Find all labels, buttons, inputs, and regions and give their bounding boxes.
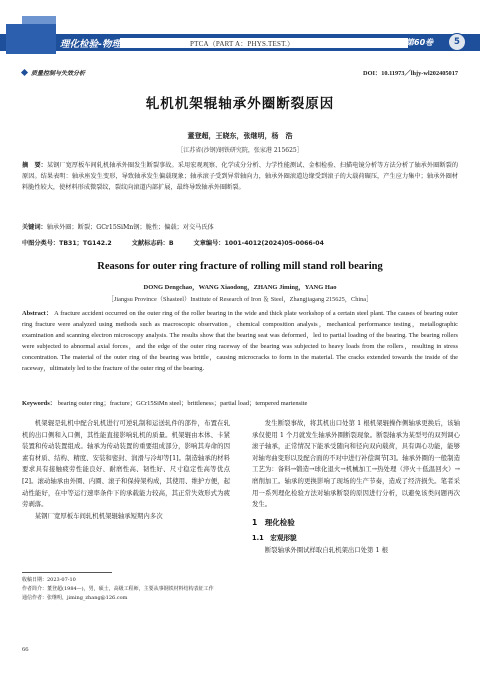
title-cn: 轧机机架辊轴承外圈断裂原因 bbox=[145, 96, 335, 112]
abstract-cn-label: 摘 要： bbox=[22, 162, 47, 169]
diamond-icon bbox=[21, 69, 28, 76]
keywords-cn bbox=[22, 223, 458, 233]
authors-en: DONG Dengchao，WANG Xiaodong，ZHANG Jiming，YANG Hao bbox=[143, 284, 337, 291]
journal-edition: PTCA（PART A：PHYS.TEST.） bbox=[190, 39, 295, 48]
body-paragraph: 断裂轴承外圈试样取自轧机架出口处第 1 根 bbox=[264, 545, 388, 554]
clc-number: 中图分类号：TB31；TG142.2 bbox=[22, 240, 112, 247]
authors-cn: 董登超，王晓东，张继明，杨 浩 bbox=[187, 132, 293, 140]
document-code: 文献标志码：B bbox=[131, 240, 174, 247]
footnotes bbox=[22, 576, 230, 603]
keywords-en-text: bearing outer ring；fracture；GCr15SiMn steel；brittleness；partial load；tempered martensite bbox=[57, 400, 308, 407]
section-tag-text: 质量控制与失效分析 bbox=[31, 70, 86, 77]
footnote-author: 作者简介：董登超(1984—)，男，硕士，高级工程师，主要从事钢铁材料结构表征工作 bbox=[22, 586, 214, 592]
body-column-right bbox=[252, 418, 460, 556]
body-paragraph: 某钢厂宽厚板车间轧机机架辊轴承短期内多次 bbox=[34, 511, 163, 520]
abstract-cn-text: 某钢厂宽厚板车间轧机轴承外圈发生断裂事故。采用宏观观察、化学成分分析、力学性能测试、金相检验、扫描电镜分析等方法分析了轴承外圈断裂的原因。结果表明：轴承座发生变形，导致轴承发生偏载现象；轴承滚子受到异常轴向力，轴承外圈滚道边缘受到滚子的大载荷碾压，产生应力集中；轴承外圈材料脆性较大，使材料形成微裂纹，裂纹向滚道内部扩展，最终导致轴承外圈断裂。 bbox=[22, 162, 459, 192]
issue-number-badge: 5 bbox=[448, 33, 466, 51]
section-heading: 1 理化检验 bbox=[252, 517, 295, 527]
affiliation-en: ［Jiangsu Province（Shasteel）Institute of Research of Iron ＆ Steel，Zhangjiagang 215625，China］ bbox=[107, 296, 373, 303]
classification-line bbox=[22, 238, 458, 247]
title-en: Reasons for outer ring fracture of rolling mill stand roll bearing bbox=[97, 261, 383, 272]
abstract-en-label: Abstract： bbox=[22, 310, 53, 317]
abstract-cn bbox=[22, 160, 458, 194]
section-tag bbox=[22, 68, 85, 77]
footnote-divider bbox=[22, 572, 112, 573]
abstract-en-text: A fracture accident occurred on the outer ring of the roller bearing in the wide and thick plate workshop of a certain steel plant. The causes of bearing outer ring fracture were analyzed using methods such as macroscopic observation，chemical composition analysis，mechanical performance testing，metallographic examination and scanning electron microscopy analysis. The results show that the bearing seat was deformed，led to partial loading of the bearing. The bearing rollers were subjected to abnormal axial forces，and the edge of the outer ring raceway of the bearing was subjected to heavy loads from the rollers，resulting in stress concentration. The material of the outer ring of the bearing was brittle，causing microcracks to form in the material. The cracks extended towards the inside of the raceway，ultimately led to the fracture of the outer ring of the bearing. bbox=[22, 310, 458, 373]
body-column-left bbox=[22, 418, 230, 564]
keywords-en bbox=[22, 398, 458, 407]
footnote-received: 收稿日期：2023-07-10 bbox=[22, 577, 76, 583]
keywords-en-label: Keywords： bbox=[22, 400, 57, 407]
issue-label: 2024年 第60卷 bbox=[373, 38, 434, 47]
keywords-cn-label: 关键词： bbox=[22, 224, 47, 231]
doi[interactable]: DOI：10.11973／lhjy-wl202405017 bbox=[363, 70, 458, 77]
keywords-cn-text: 轴承外圈；断裂；GCr15SiMn钢；脆性；偏载；对交马氏体 bbox=[46, 224, 214, 231]
journal-logo bbox=[6, 24, 56, 54]
subsection-heading: 1.1 宏观形貌 bbox=[252, 533, 297, 542]
affiliation-cn: ［江苏省(沙钢)钢铁研究院，张家港 215625］ bbox=[177, 147, 303, 154]
abstract-en bbox=[22, 308, 458, 375]
article-number: 文章编号：1001-4012(2024)05-0066-04 bbox=[193, 240, 324, 247]
footnote-corresponding: 通信作者：张继明，jiming_zhang@126.com bbox=[22, 595, 128, 601]
journal-name: 理化检验-物理分册 bbox=[60, 39, 140, 50]
body-paragraph: 发生断裂事故，将其机出口处第 1 根机架辊操作侧轴承更换后，该轴承仅使用 1 个月就发生轴承外圈断裂现象。断裂轴承为某型号的双列调心滚子轴承，正常情况下能承受随向和径向双向载荷，具有调心功能，能够对轴弯曲变形以及配合面的不对中进行补偿调节[3]。轴承外圈的一般制造工艺为：备料→锻造→球化退火→机械加工→热处理（淬火＋低温回火）→磨削加工。轴承的更换影响了现场的生产节奏，造成了经济损失。笔者采用一系列理化检验方法对轴承断裂的原因进行分析，以避免该类问题再次发生。 bbox=[252, 419, 460, 509]
page-number: 66 bbox=[22, 646, 29, 653]
body-paragraph: 机架辊是轧机中配合轧机进行可逆轧制和运送轧件的部件，布置在轧机的出口侧和入口侧，其性能直接影响轧机的质量。机架辊由本体、卡紧装置和传动装置组成。轴承为传动装置的重要组成部分，影响其寿命的因素有材质、结构、精度、安装和密封、润滑与冷却等[1]。制造轴承的材料要求具有接触疲劳性能良好、耐磨性高、韧性好、尺寸稳定性高等优点[2]。滚动轴承由外圈、内圈、滚子和保持架构成，其使用、维护方便，起动性能好，在中等运行速率条件下的承载能力较高，其正常失效形式为疲劳剥落。 bbox=[22, 419, 230, 509]
